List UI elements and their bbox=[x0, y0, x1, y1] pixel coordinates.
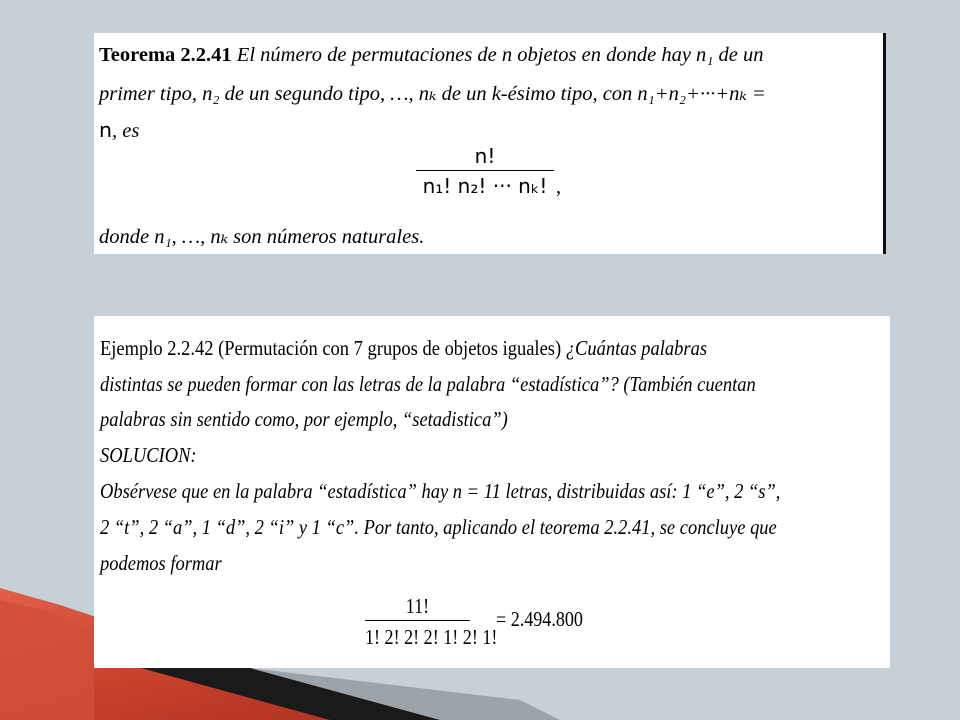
example-line-5: Obsérvese que en la palabra “estadística” hay n = 11 letras, distribuidas así: 1 “e”, 2 “s”, bbox=[100, 479, 781, 503]
example-question-start: ¿Cuántas palabras bbox=[565, 336, 708, 360]
example-line-2: distintas se pueden formar con las letras de la palabra “estadística”? (También cuentan bbox=[100, 372, 756, 396]
example-card bbox=[94, 316, 890, 668]
theorem-line-3 bbox=[99, 118, 139, 143]
theorem-card bbox=[94, 33, 886, 254]
theorem-line-1 bbox=[99, 44, 764, 67]
theorem-label: Teorema 2.2.41 bbox=[99, 44, 232, 66]
example-line-7: podemos formar bbox=[100, 551, 222, 575]
example-line-1 bbox=[100, 336, 707, 361]
theorem-es-text: , es bbox=[112, 120, 140, 142]
theorem-text-1: El número de permutaciones de n objetos en donde hay n₁ de un bbox=[236, 44, 764, 66]
example-formula bbox=[365, 588, 498, 655]
theorem-line-2: primer tipo, n₂ de un segundo tipo, …, nₖ de un k-ésimo tipo, con n₁+n₂+···+nₖ = bbox=[99, 83, 766, 105]
example-formula-denominator: 1! 2! 2! 2! 1! 2! 1! bbox=[365, 625, 498, 649]
theorem-formula-comma: , bbox=[556, 176, 561, 198]
theorem-formula-numerator: n! bbox=[474, 144, 496, 168]
example-formula-numerator: 11! bbox=[405, 594, 430, 618]
example-label: Ejemplo 2.2.42 (Permutación con 7 grupos de objetos iguales) bbox=[100, 336, 562, 360]
theorem-n-symbol: n bbox=[99, 118, 112, 142]
theorem-formula bbox=[416, 140, 561, 201]
example-formula-result: = 2.494.800 bbox=[496, 607, 583, 631]
theorem-line-4: donde n₁, …, nₖ son números naturales. bbox=[99, 226, 425, 248]
example-line-6: 2 “t”, 2 “a”, 1 “d”, 2 “i” y 1 “c”. Por tanto, aplicando el teorema 2.2.41, se concluye que bbox=[100, 515, 777, 539]
solution-heading: SOLUCION: bbox=[100, 443, 197, 467]
theorem-formula-denominator: n₁! n₂! ··· nₖ! bbox=[422, 174, 548, 198]
example-line-3: palabras sin sentido como, por ejemplo, “setadistica”) bbox=[100, 407, 508, 431]
